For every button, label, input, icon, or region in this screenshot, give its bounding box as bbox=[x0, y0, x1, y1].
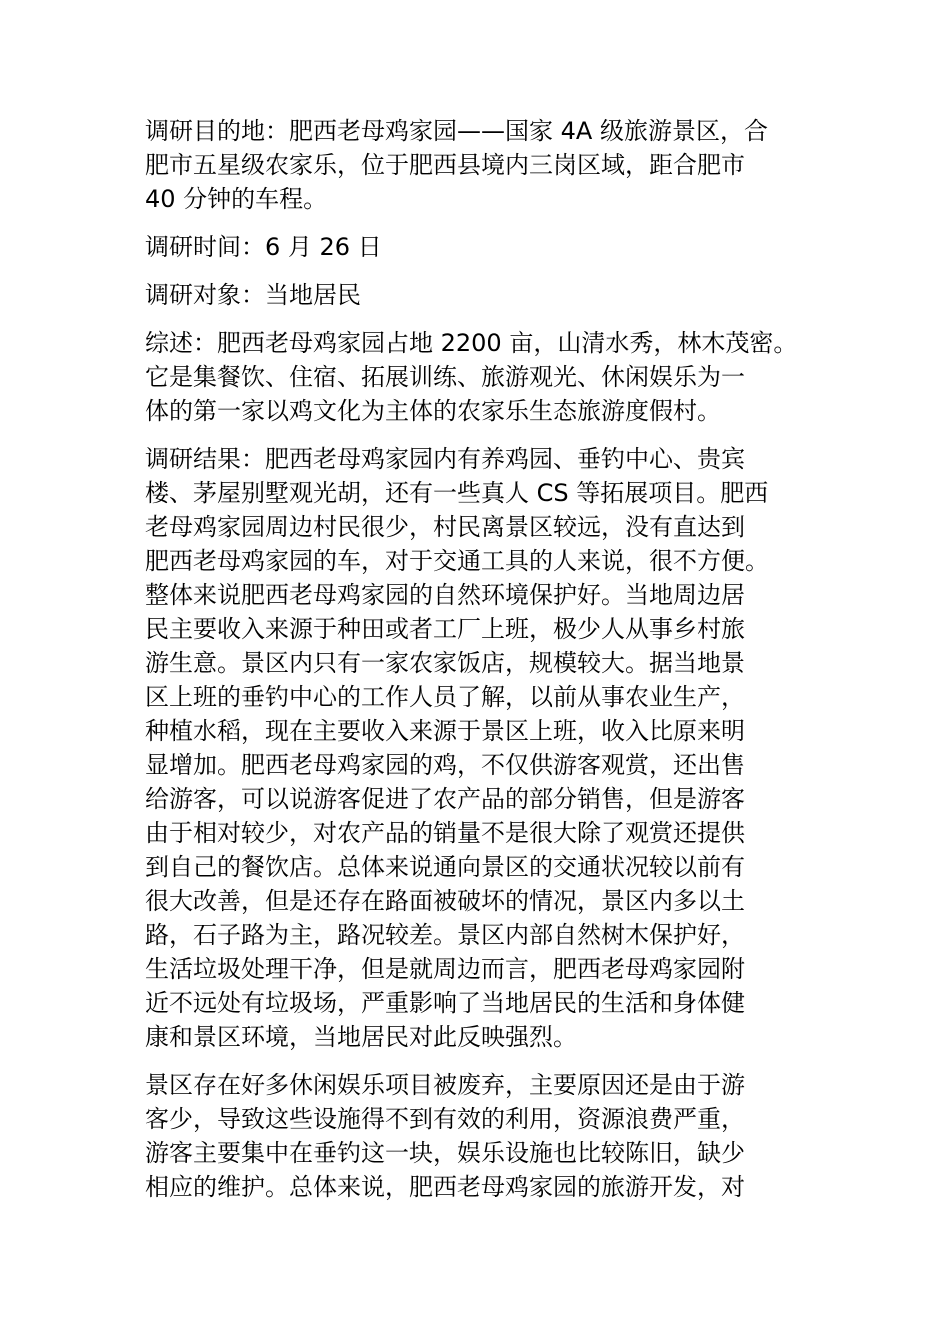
text-line: 调研目的地：肥西老母鸡家园——国家 4A 级旅游景区，合 bbox=[145, 117, 768, 145]
text-line: 区上班的垂钓中心的工作人员了解，以前从事农业生产， bbox=[145, 683, 745, 711]
text-line: 调研时间：6 月 26 日 bbox=[145, 233, 382, 261]
text-line: 体的第一家以鸡文化为主体的农家乐生态旅游度假村。 bbox=[145, 397, 721, 425]
paragraph-abandoned-projects bbox=[145, 1068, 820, 1204]
text-line: 很大改善，但是还存在路面被破坏的情况，景区内多以土 bbox=[145, 887, 745, 915]
text-line: 种植水稻，现在主要收入来源于景区上班，收入比原来明 bbox=[145, 717, 745, 745]
text-line: 康和景区环境，当地居民对此反映强烈。 bbox=[145, 1023, 577, 1051]
text-line: 它是集餐饮、住宿、拓展训练、旅游观光、休闲娱乐为一 bbox=[145, 363, 745, 391]
paragraph-subject bbox=[145, 278, 820, 312]
text-line: 肥市五星级农家乐，位于肥西县境内三岗区域，距合肥市 bbox=[145, 151, 745, 179]
text-line: 楼、茅屋别墅观光胡，还有一些真人 CS 等拓展项目。肥西 bbox=[145, 479, 769, 507]
text-line: 肥西老母鸡家园的车，对于交通工具的人来说，很不方便。 bbox=[145, 547, 769, 575]
text-line: 游生意。景区内只有一家农家饭店，规模较大。据当地景 bbox=[145, 649, 745, 677]
text-line: 民主要收入来源于种田或者工厂上班，极少人从事乡村旅 bbox=[145, 615, 745, 643]
text-line: 40 分钟的车程。 bbox=[145, 185, 328, 213]
text-line: 生活垃圾处理干净，但是就周边而言，肥西老母鸡家园附 bbox=[145, 955, 745, 983]
text-line: 相应的维护。总体来说，肥西老母鸡家园的旅游开发，对 bbox=[145, 1173, 745, 1201]
text-line: 综述：肥西老母鸡家园占地 2200 亩，山清水秀，林木茂密。 bbox=[145, 329, 798, 357]
text-line: 路，石子路为主，路况较差。景区内部自然树木保护好， bbox=[145, 921, 745, 949]
text-line: 由于相对较少，对农产品的销量不是很大除了观赏还提供 bbox=[145, 819, 745, 847]
paragraph-time bbox=[145, 230, 820, 264]
text-line: 老母鸡家园周边村民很少，村民离景区较远，没有直达到 bbox=[145, 513, 745, 541]
text-line: 客少，导致这些设施得不到有效的利用，资源浪费严重， bbox=[145, 1105, 745, 1133]
text-line: 给游客，可以说游客促进了农产品的部分销售，但是游客 bbox=[145, 785, 745, 813]
paragraph-results bbox=[145, 442, 820, 1054]
paragraph-summary bbox=[145, 326, 820, 428]
text-line: 近不远处有垃圾场，严重影响了当地居民的生活和身体健 bbox=[145, 989, 745, 1017]
text-line: 整体来说肥西老母鸡家园的自然环境保护好。当地周边居 bbox=[145, 581, 745, 609]
text-line: 调研对象：当地居民 bbox=[145, 281, 361, 309]
text-line: 到自己的餐饮店。总体来说通向景区的交通状况较以前有 bbox=[145, 853, 745, 881]
paragraph-destination bbox=[145, 114, 820, 216]
text-line: 景区存在好多休闲娱乐项目被废弃，主要原因还是由于游 bbox=[145, 1071, 745, 1099]
text-line: 游客主要集中在垂钓这一块，娱乐设施也比较陈旧，缺少 bbox=[145, 1139, 745, 1167]
text-line: 调研结果：肥西老母鸡家园内有养鸡园、垂钓中心、贵宾 bbox=[145, 445, 745, 473]
document-body bbox=[145, 114, 820, 1218]
text-line: 显增加。肥西老母鸡家园的鸡，不仅供游客观赏，还出售 bbox=[145, 751, 745, 779]
